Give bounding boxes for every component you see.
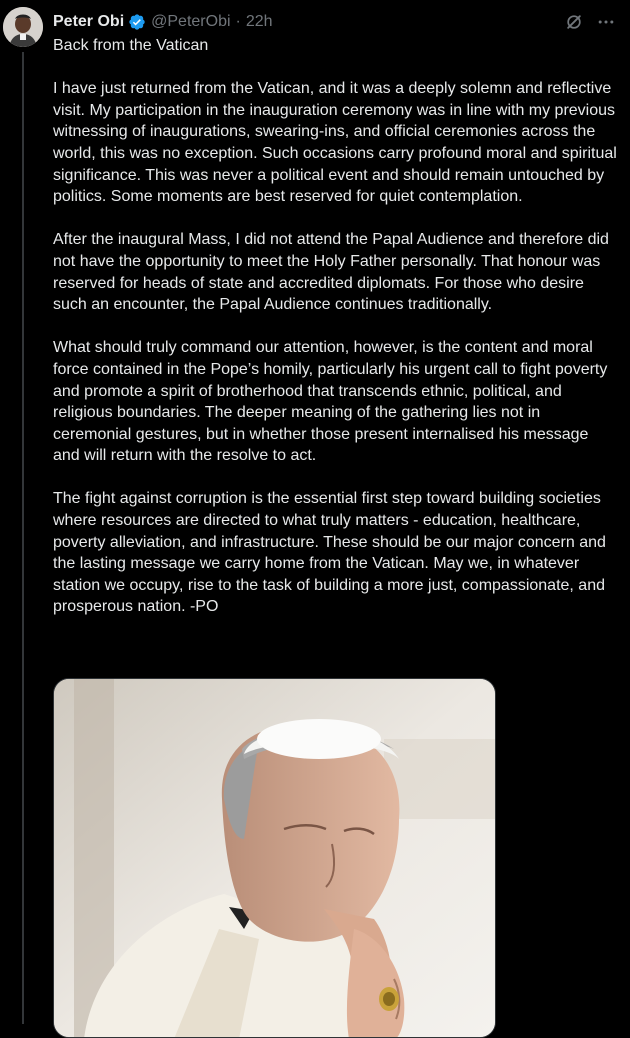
avatar-photo [3,7,43,47]
time-separator: · [235,13,241,30]
more-dots-icon [596,12,616,32]
author-name[interactable]: Peter Obi [53,13,125,30]
tweet-text [53,35,619,640]
avatar[interactable] [3,7,43,47]
tweet-paragraph: The fight against corruption is the essential first step toward building societies where resources are directed to what truly matters - education, healthcare, poverty alleviation, and infrastructure. These should be our major concern and the lasting message we carry home from the Vatican. May we, in whatever station we occupy, rise to the task of building a more just, compassionate, and prosperous nation. -PO [53,490,606,616]
tweet-header [53,10,273,34]
post-time[interactable]: 22h [245,13,273,30]
tweet-headline: Back from the Vatican [53,37,209,54]
verified-badge-icon [128,13,146,31]
tweet-media[interactable] [53,678,496,1038]
tweet-actions [564,12,616,32]
tweet-paragraph: I have just returned from the Vatican, and it was a deeply solemn and reflective visit. My participation in the inauguration ceremony was in line with my previous witnessing of inaugurations, swearing-ins, and official ceremonies across the world, this was no exception. Such occasions carry profound moral and spiritual significance. This was never a political event and should remain untouched by politics. Some moments are best reserved for quiet contemplation. [53,80,617,206]
tweet-paragraph: What should truly command our attention, however, is the content and moral force contained in the Pope’s homily, particularly his urgent call to fight poverty and promote a spirit of brotherhood that transcends ethnic, political, and religious boundaries. The deeper meaning of the gathering lies not in ceremonial gestures, but in whether those present internalised his message and will return with the resolve to act. [53,339,608,465]
author-handle[interactable]: @PeterObi [151,13,231,30]
thread-line [22,52,24,1024]
grok-button[interactable] [564,12,584,32]
tweet-paragraph: After the inaugural Mass, I did not attend the Papal Audience and therefore did not have the opportunity to meet the Holy Father personally. That honour was reserved for heads of state and accredited diplomats. For those who desire such an encounter, the Papal Audience continues traditionally. [53,231,609,314]
grok-icon [564,12,584,32]
more-button[interactable] [596,12,616,32]
media-photo [54,679,496,1038]
